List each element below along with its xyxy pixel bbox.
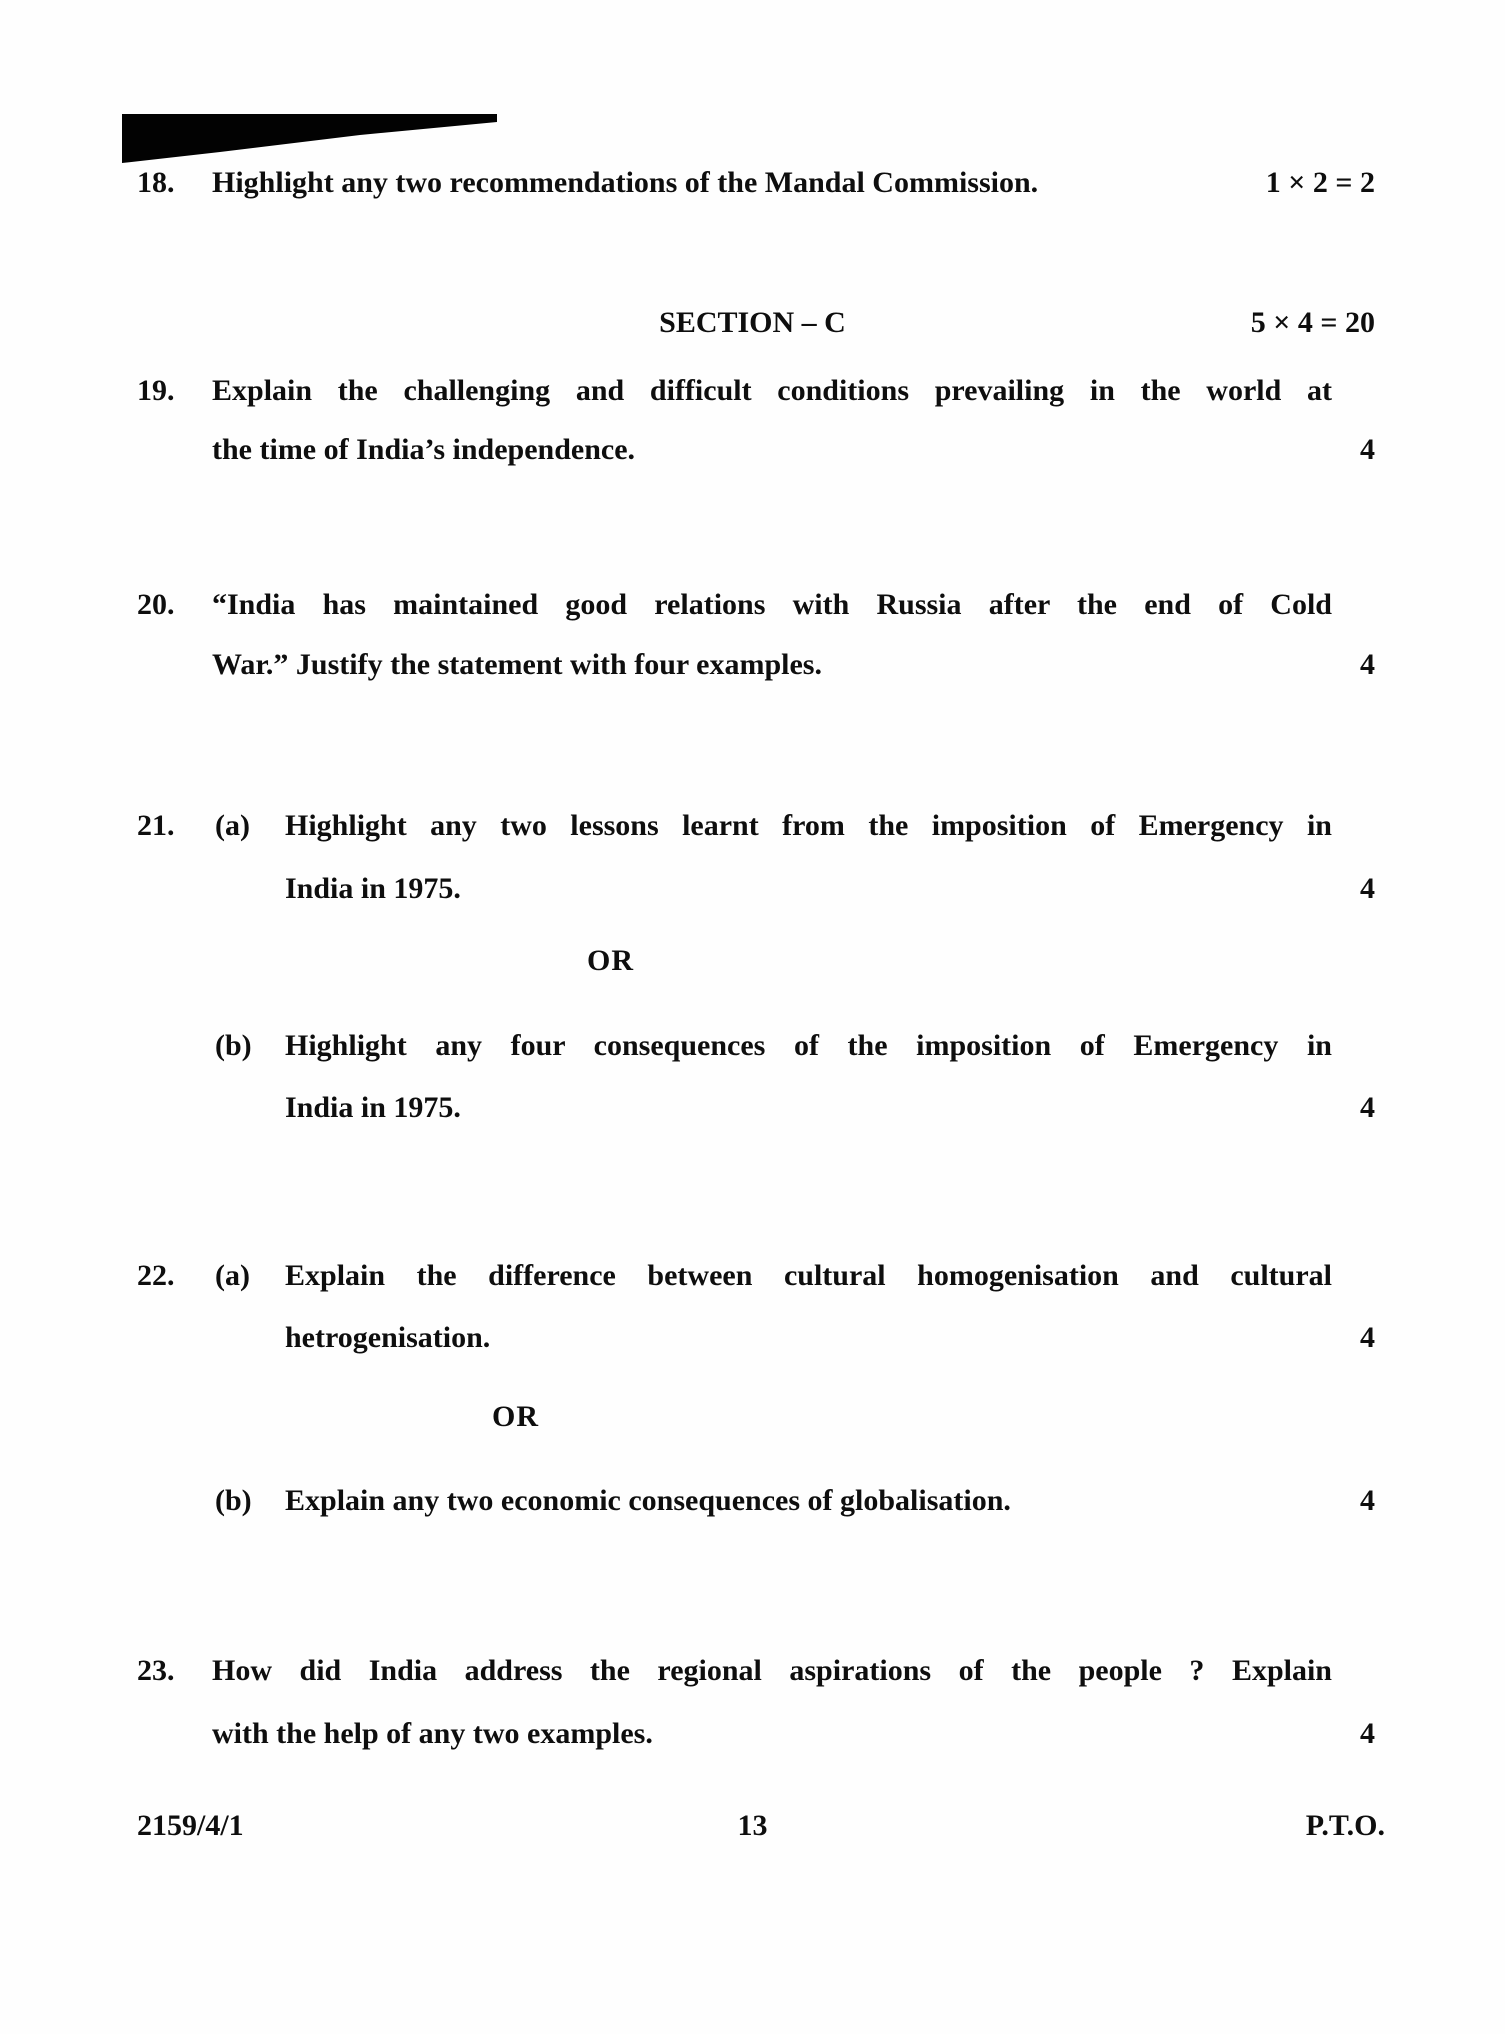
q20-line1: “India has maintained good relations with Russia after the end of Cold bbox=[212, 588, 1332, 621]
q18-text: Highlight any two recommendations of the Mandal Commission. bbox=[212, 166, 1039, 199]
q22a-label: (a) bbox=[215, 1259, 250, 1292]
q21b-line2: India in 1975. bbox=[285, 1091, 461, 1124]
q19-number: 19. bbox=[137, 374, 175, 407]
q21b-line1: Highlight any four consequences of the imposition of Emergency in bbox=[285, 1029, 1332, 1062]
q22b-line1: Explain any two economic consequences of globalisation. bbox=[285, 1484, 1011, 1517]
scan-artifact-wedge-shape bbox=[122, 114, 497, 163]
q21a-label: (a) bbox=[215, 809, 250, 842]
q18-number: 18. bbox=[137, 166, 175, 199]
q19-line1: Explain the challenging and difficult conditions prevailing in the world at bbox=[212, 374, 1332, 407]
q23-marks: 4 bbox=[1360, 1717, 1375, 1750]
q20-marks: 4 bbox=[1360, 648, 1375, 681]
q22b-label: (b) bbox=[215, 1484, 252, 1517]
q18-marks: 1 × 2 = 2 bbox=[1265, 166, 1375, 199]
q21b-label: (b) bbox=[215, 1029, 252, 1062]
q22a-line1: Explain the difference between cultural homogenisation and cultural bbox=[285, 1259, 1332, 1292]
q22a-marks: 4 bbox=[1360, 1321, 1375, 1354]
q23-line2: with the help of any two examples. bbox=[212, 1717, 653, 1750]
q23-number: 23. bbox=[137, 1654, 175, 1687]
q22a-line2: hetrogenisation. bbox=[285, 1321, 491, 1354]
footer-pto-label: P.T.O. bbox=[1305, 1809, 1385, 1842]
footer-page-number: 13 bbox=[737, 1809, 768, 1842]
q21a-marks: 4 bbox=[1360, 872, 1375, 905]
q20-line2: War.” Justify the statement with four examples. bbox=[212, 648, 822, 681]
q20-number: 20. bbox=[137, 588, 175, 621]
q22-or-separator: OR bbox=[492, 1400, 539, 1433]
q21-or-separator: OR bbox=[587, 944, 634, 977]
q23-line1: How did India address the regional aspirations of the people ? Explain bbox=[212, 1654, 1332, 1687]
section-c-marks: 5 × 4 = 20 bbox=[1250, 306, 1375, 339]
q21a-line1: Highlight any two lessons learnt from the imposition of Emergency in bbox=[285, 809, 1332, 842]
footer-paper-code: 2159/4/1 bbox=[137, 1809, 244, 1842]
q22b-marks: 4 bbox=[1360, 1484, 1375, 1517]
q19-line2: the time of India’s independence. bbox=[212, 433, 636, 466]
q21a-line2: India in 1975. bbox=[285, 872, 461, 905]
q22-number: 22. bbox=[137, 1259, 175, 1292]
section-c-heading: SECTION – C bbox=[659, 306, 846, 339]
q21-number: 21. bbox=[137, 809, 175, 842]
q21b-marks: 4 bbox=[1360, 1091, 1375, 1124]
q19-marks: 4 bbox=[1360, 433, 1375, 466]
